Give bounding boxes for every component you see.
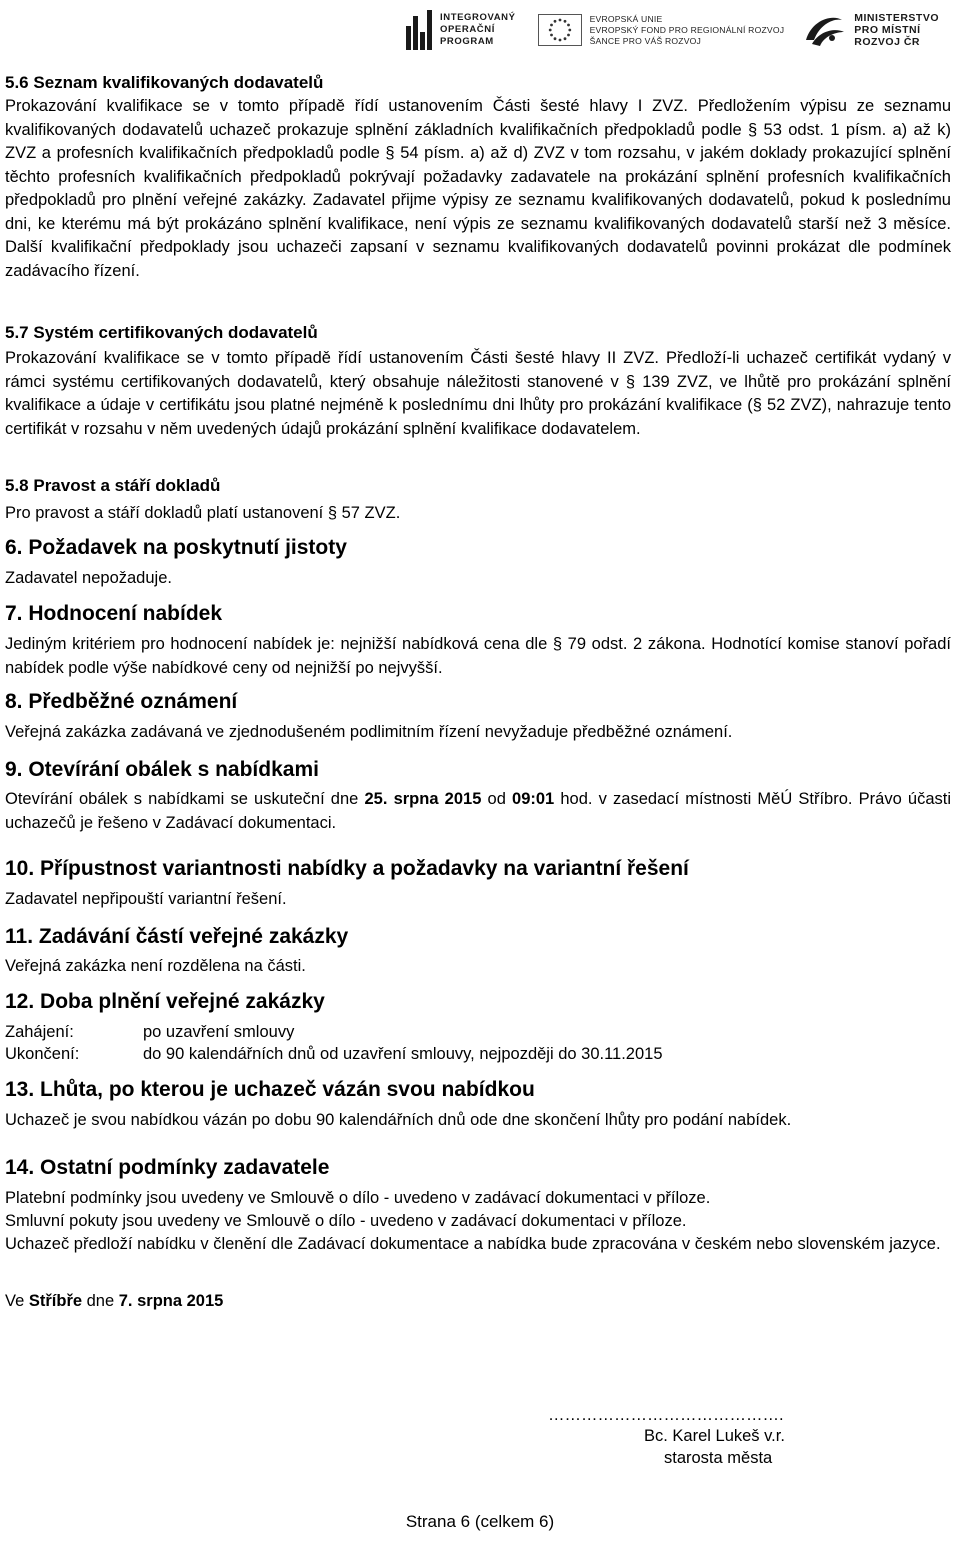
section-5-6-paragraph: Prokazování kvalifikace se v tomto případě řídí ustanovením Části šesté hlavy I ZVZ. Předložením výpisu ze seznamu kvalifikovaných dodavatelů uchazeč prokazuje splnění základních kvalifikačních předpokladů podle § 53 odst. 1 písm. a) až k) ZVZ a profesních kvalifikačních předpokladů podle § 54 písm. a) až d) ZVZ v tom rozsahu, v jakém doklady prokazující splnění těchto profesních kvalifikačních předpokladů pokrývají požadavky zadavatele na prokázání splnění profesních kvalifikačních předpokladů pro plnění veřejné zakázky. Zadavatel přijme výpisy ze seznamu kvalifikovaných dodavatelů, pokud k poslednímu dni, ke kterému má být prokázáno splnění kvalifikace, není výpis ze seznamu kvalifikovaných dodavatelů starší než 3 měsíce. Další kvalifikační předpoklady jsou uchazeči zapsaní v seznamu kvalifikovaných dodavatelů povinni prokázat dle podmínek zadávacího řízení. [5, 97, 951, 280]
section-7-heading: 7. Hodnocení nabídek [5, 602, 223, 625]
end-row [5, 1043, 951, 1065]
opening-time: 09:01 [512, 790, 555, 808]
section-8-heading: 8. Předběžné oznámení [5, 690, 238, 713]
mmr-logo-text: MINISTERSTVO PRO MÍSTNÍ ROZVOJ ČR [854, 12, 940, 48]
end-label: Ukončení: [5, 1045, 80, 1063]
section-7-paragraph: Jediným kritériem pro hodnocení nabídek je: nejnižší nabídková cena dle § 79 odst. 2 zákona. Hodnotící komise stanoví pořadí nabídek podle výše nabídkové ceny od nejnižší po nejvyšší. [5, 635, 951, 677]
section-14-paragraph-3: Uchazeč předloží nabídku v členění dle Zadávací dokumentace a nabídka bude zpracována v českém nebo slovenském jazyce. [5, 1235, 941, 1253]
section-8-paragraph: Veřejná zakázka zadávaná ve zjednodušeném podlimitním řízení nevyžaduje předběžné oznámení. [5, 723, 733, 741]
section-11-heading: 11. Zadávání částí veřejné zakázky [5, 925, 349, 948]
mmr-emblem-icon [802, 10, 846, 50]
end-value: do 90 kalendářních dnů od uzavření smlouvy, nejpozději do 30.11.2015 [143, 1045, 663, 1063]
start-row [5, 1021, 951, 1043]
section-5-6-heading: 5.6 Seznam kvalifikovaných dodavatelů [5, 73, 324, 92]
eu-flag-icon [538, 14, 582, 46]
section-12-table [5, 1021, 951, 1065]
start-label: Zahájení: [5, 1023, 74, 1041]
eu-logo [516, 0, 785, 60]
section-10-heading: 10. Přípustnost variantnosti nabídky a požadavky na variantní řešení [5, 857, 689, 880]
signature-dots: ……………………………………. [548, 1406, 784, 1424]
section-9-heading: 9. Otevírání obálek s nabídkami [5, 758, 319, 781]
section-14-paragraph-2: Smluvní pokuty jsou uvedeny ve Smlouvě o dílo - uvedeno v zadávací dokumentaci v příloze. [5, 1212, 687, 1230]
closing-line: Ve Stříbře dne 7. srpna 2015 [5, 1292, 224, 1310]
section-5-7-heading: 5.7 Systém certifikovaných dodavatelů [5, 323, 318, 342]
section-10-paragraph: Zadavatel nepřipouští variantní řešení. [5, 890, 287, 908]
section-9-paragraph: Otevírání obálek s nabídkami se uskuteční dne 25. srpna 2015 od 09:01 hod. v zasedací místnosti MěÚ Stříbro. Právo účasti uchazečů je řešeno v Zadávací dokumentaci. [5, 790, 951, 832]
iop-logo [400, 0, 516, 60]
closing-place: Stříbře [28, 1292, 83, 1310]
section-5-8-paragraph: Pro pravost a stáří dokladů platí ustanovení § 57 ZVZ. [5, 504, 401, 522]
section-13-paragraph: Uchazeč je svou nabídkou vázán po dobu 90 kalendářních dnů ode dne skončení lhůty pro podání nabídek. [5, 1111, 792, 1129]
start-value: po uzavření smlouvy [143, 1023, 295, 1041]
section-13-heading: 13. Lhůta, po kterou je uchazeč vázán svou nabídkou [5, 1078, 535, 1101]
section-5-8-heading: 5.8 Pravost a stáří dokladů [5, 476, 221, 495]
section-14-heading: 14. Ostatní podmínky zadavatele [5, 1156, 330, 1179]
opening-date: 25. srpna 2015 [364, 790, 482, 808]
signature-role: starosta města [664, 1449, 773, 1467]
section-6-heading: 6. Požadavek na poskytnutí jistoty [5, 536, 347, 559]
section-5-7-paragraph: Prokazování kvalifikace se v tomto případě řídí ustanovením Části šesté hlavy II ZVZ. Předloží-li uchazeč certifikát vydaný v rámci systému certifikovaných dodavatelů, který obsahuje náležitosti stanovené v § 139 ZVZ, ve lhůtě pro prokázání splnění kvalifikace a údaje v certifikátu jsou platné nejméně k poslednímu dni lhůty pro prokázání kvalifikace (§ 52 ZVZ), nahrazuje tento certifikát v rozsahu v něm uvedených údajů prokázání splnění kvalifikace dodavatelem. [5, 349, 951, 438]
signature-name: Bc. Karel Lukeš v.r. [644, 1427, 785, 1445]
section-12-heading: 12. Doba plnění veřejné zakázky [5, 990, 325, 1013]
eu-logo-text: EVROPSKÁ UNIE EVROPSKÝ FOND PRO REGIONÁLNÍ ROZVOJ ŠANCE PRO VÁŠ ROZVOJ [589, 13, 785, 46]
section-14-paragraph-1: Platební podmínky jsou uvedeny ve Smlouvě o dílo - uvedeno v zadávací dokumentaci v příloze. [5, 1189, 711, 1207]
iop-logo-text: INTEGROVANÝ OPERAČNÍ PROGRAM [440, 12, 516, 47]
page-number: Strana 6 (celkem 6) [405, 1512, 555, 1531]
iop-bars-icon [406, 10, 432, 50]
section-11-paragraph: Veřejná zakázka není rozdělena na části. [5, 957, 306, 975]
section-6-paragraph: Zadavatel nepožaduje. [5, 569, 172, 587]
closing-date: 7. srpna 2015 [118, 1292, 224, 1310]
mmr-logo [784, 0, 939, 60]
header-logos [400, 0, 960, 60]
